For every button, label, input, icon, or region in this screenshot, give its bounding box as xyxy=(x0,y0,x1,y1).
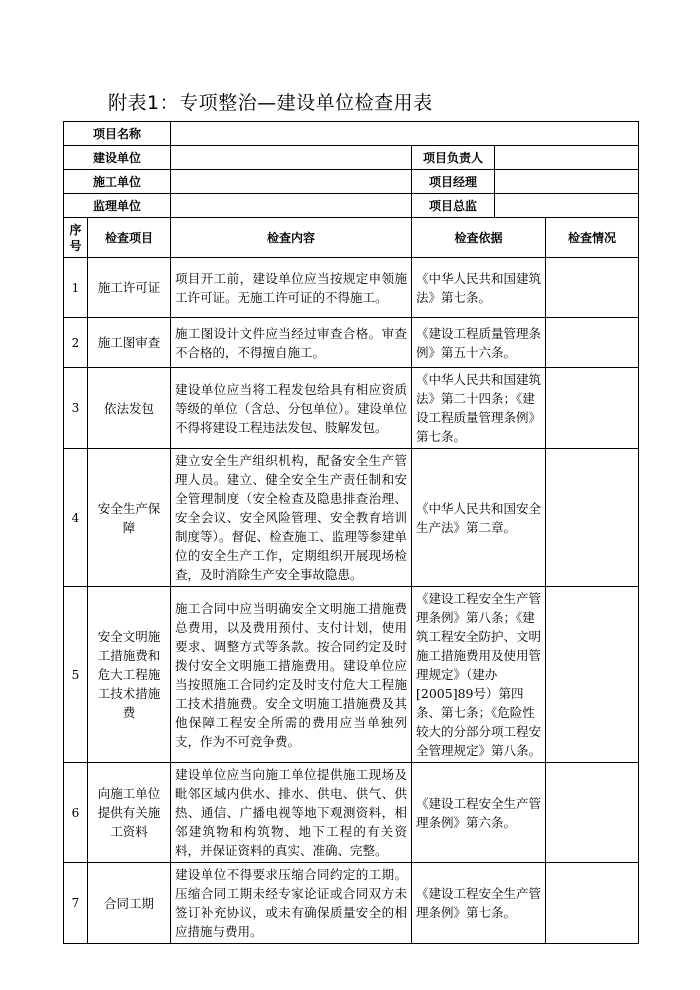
row-content: 建设单位应当将工程发包给具有相应资质等级的单位（含总、分包单位）。建设单位不得将建设工程违法发包、肢解发包。 xyxy=(171,368,412,449)
project-manager-field[interactable] xyxy=(495,170,639,194)
row-item: 施工图审查 xyxy=(88,318,171,368)
supervision-label: 监理单位 xyxy=(64,194,171,218)
construction-unit-row xyxy=(64,146,639,170)
page-title: 附表1：专项整治—建设单位检查用表 xyxy=(108,92,433,114)
table-row xyxy=(64,318,639,368)
row-status-field[interactable] xyxy=(546,587,639,763)
table-row xyxy=(64,587,639,763)
row-number: 4 xyxy=(64,449,88,587)
project-name-field[interactable] xyxy=(171,122,639,146)
row-status-field[interactable] xyxy=(546,258,639,318)
row-number: 7 xyxy=(64,863,88,944)
contractor-field[interactable] xyxy=(171,170,412,194)
row-status-field[interactable] xyxy=(546,449,639,587)
row-content: 施工图设计文件应当经过审查合格。审查不合格的，不得擅自施工。 xyxy=(171,318,412,368)
inspection-table xyxy=(63,121,639,944)
project-manager-label: 项目经理 xyxy=(412,170,495,194)
row-content: 建设单位应当向施工单位提供施工现场及毗邻区域内供水、排水、供电、供气、供热、通信、广播电视等地下观测资料，相邻建筑物和构筑物、地下工程的有关资料，并保证资料的真实、准确、完整。 xyxy=(171,763,412,863)
row-content: 项目开工前，建设单位应当按规定申领施工许可证。无施工许可证的不得施工。 xyxy=(171,258,412,318)
project-name-label: 项目名称 xyxy=(64,122,171,146)
table-row xyxy=(64,368,639,449)
row-item: 合同工期 xyxy=(88,863,171,944)
row-status-field[interactable] xyxy=(546,318,639,368)
contractor-row xyxy=(64,170,639,194)
project-leader-label: 项目负责人 xyxy=(412,146,495,170)
row-item: 向施工单位提供有关施工资料 xyxy=(88,763,171,863)
table-row xyxy=(64,449,639,587)
row-item: 安全生产保障 xyxy=(88,449,171,587)
supervision-row xyxy=(64,194,639,218)
table-row xyxy=(64,863,639,944)
col-seq: 序号 xyxy=(64,218,88,258)
supervision-field[interactable] xyxy=(171,194,412,218)
construction-unit-label: 建设单位 xyxy=(64,146,171,170)
project-chief-supervisor-field[interactable] xyxy=(495,194,639,218)
row-basis: 《中华人民共和国建筑法》第二十四条；《建设工程质量管理条例》第七条。 xyxy=(412,368,546,449)
col-item: 检查项目 xyxy=(88,218,171,258)
col-content: 检查内容 xyxy=(171,218,412,258)
project-name-row xyxy=(64,122,639,146)
table-row xyxy=(64,763,639,863)
row-number: 1 xyxy=(64,258,88,318)
row-content: 建立安全生产组织机构，配备安全生产管理人员。建立、健全安全生产责任制和安全管理制度（安全检查及隐患排查治理、安全会议、安全风险管理、安全教育培训制度等）。督促、检查施工、监理等参建单位的安全生产工作，定期组织开展现场检查，及时消除生产安全事故隐患。 xyxy=(171,449,412,587)
row-number: 5 xyxy=(64,587,88,763)
col-basis: 检查依据 xyxy=(412,218,546,258)
row-item: 安全文明施工措施费和危大工程施工技术措施费 xyxy=(88,587,171,763)
row-status-field[interactable] xyxy=(546,863,639,944)
row-number: 2 xyxy=(64,318,88,368)
row-content: 建设单位不得要求压缩合同约定的工期。压缩合同工期未经专家论证或合同双方未签订补充协议，或未有确保质量安全的相应措施与费用。 xyxy=(171,863,412,944)
row-basis: 《中华人民共和国建筑法》第七条。 xyxy=(412,258,546,318)
row-basis: 《中华人民共和国安全生产法》第二章。 xyxy=(412,449,546,587)
row-basis: 《建设工程安全生产管理条例》第七条。 xyxy=(412,863,546,944)
construction-unit-field[interactable] xyxy=(171,146,412,170)
contractor-label: 施工单位 xyxy=(64,170,171,194)
project-leader-field[interactable] xyxy=(495,146,639,170)
row-item: 依法发包 xyxy=(88,368,171,449)
row-number: 6 xyxy=(64,763,88,863)
row-content: 施工合同中应当明确安全文明施工措施费总费用，以及费用预付、支付计划，使用要求、调整方式等条款。按合同约定及时拨付安全文明施工措施费用。建设单位应当按照施工合同约定及时支付危大工程施工技术措施费。安全文明施工措施费及其他保障工程安全所需的费用应当单独列支，作为不可竞争费。 xyxy=(171,587,412,763)
row-status-field[interactable] xyxy=(546,368,639,449)
row-basis: 《建设工程质量管理条例》第五十六条。 xyxy=(412,318,546,368)
column-header-row xyxy=(64,218,639,258)
row-item: 施工许可证 xyxy=(88,258,171,318)
row-number: 3 xyxy=(64,368,88,449)
table-row xyxy=(64,258,639,318)
row-basis: 《建设工程安全生产管理条例》第八条；《建筑工程安全防护、文明施工措施费用及使用管理规定》（建办[2005]89号）第四条、第七条；《危险性较大的分部分项工程安全管理规定》第八条。 xyxy=(412,587,546,763)
col-status: 检查情况 xyxy=(546,218,639,258)
row-status-field[interactable] xyxy=(546,763,639,863)
row-basis: 《建设工程安全生产管理条例》第六条。 xyxy=(412,763,546,863)
project-chief-supervisor-label: 项目总监 xyxy=(412,194,495,218)
